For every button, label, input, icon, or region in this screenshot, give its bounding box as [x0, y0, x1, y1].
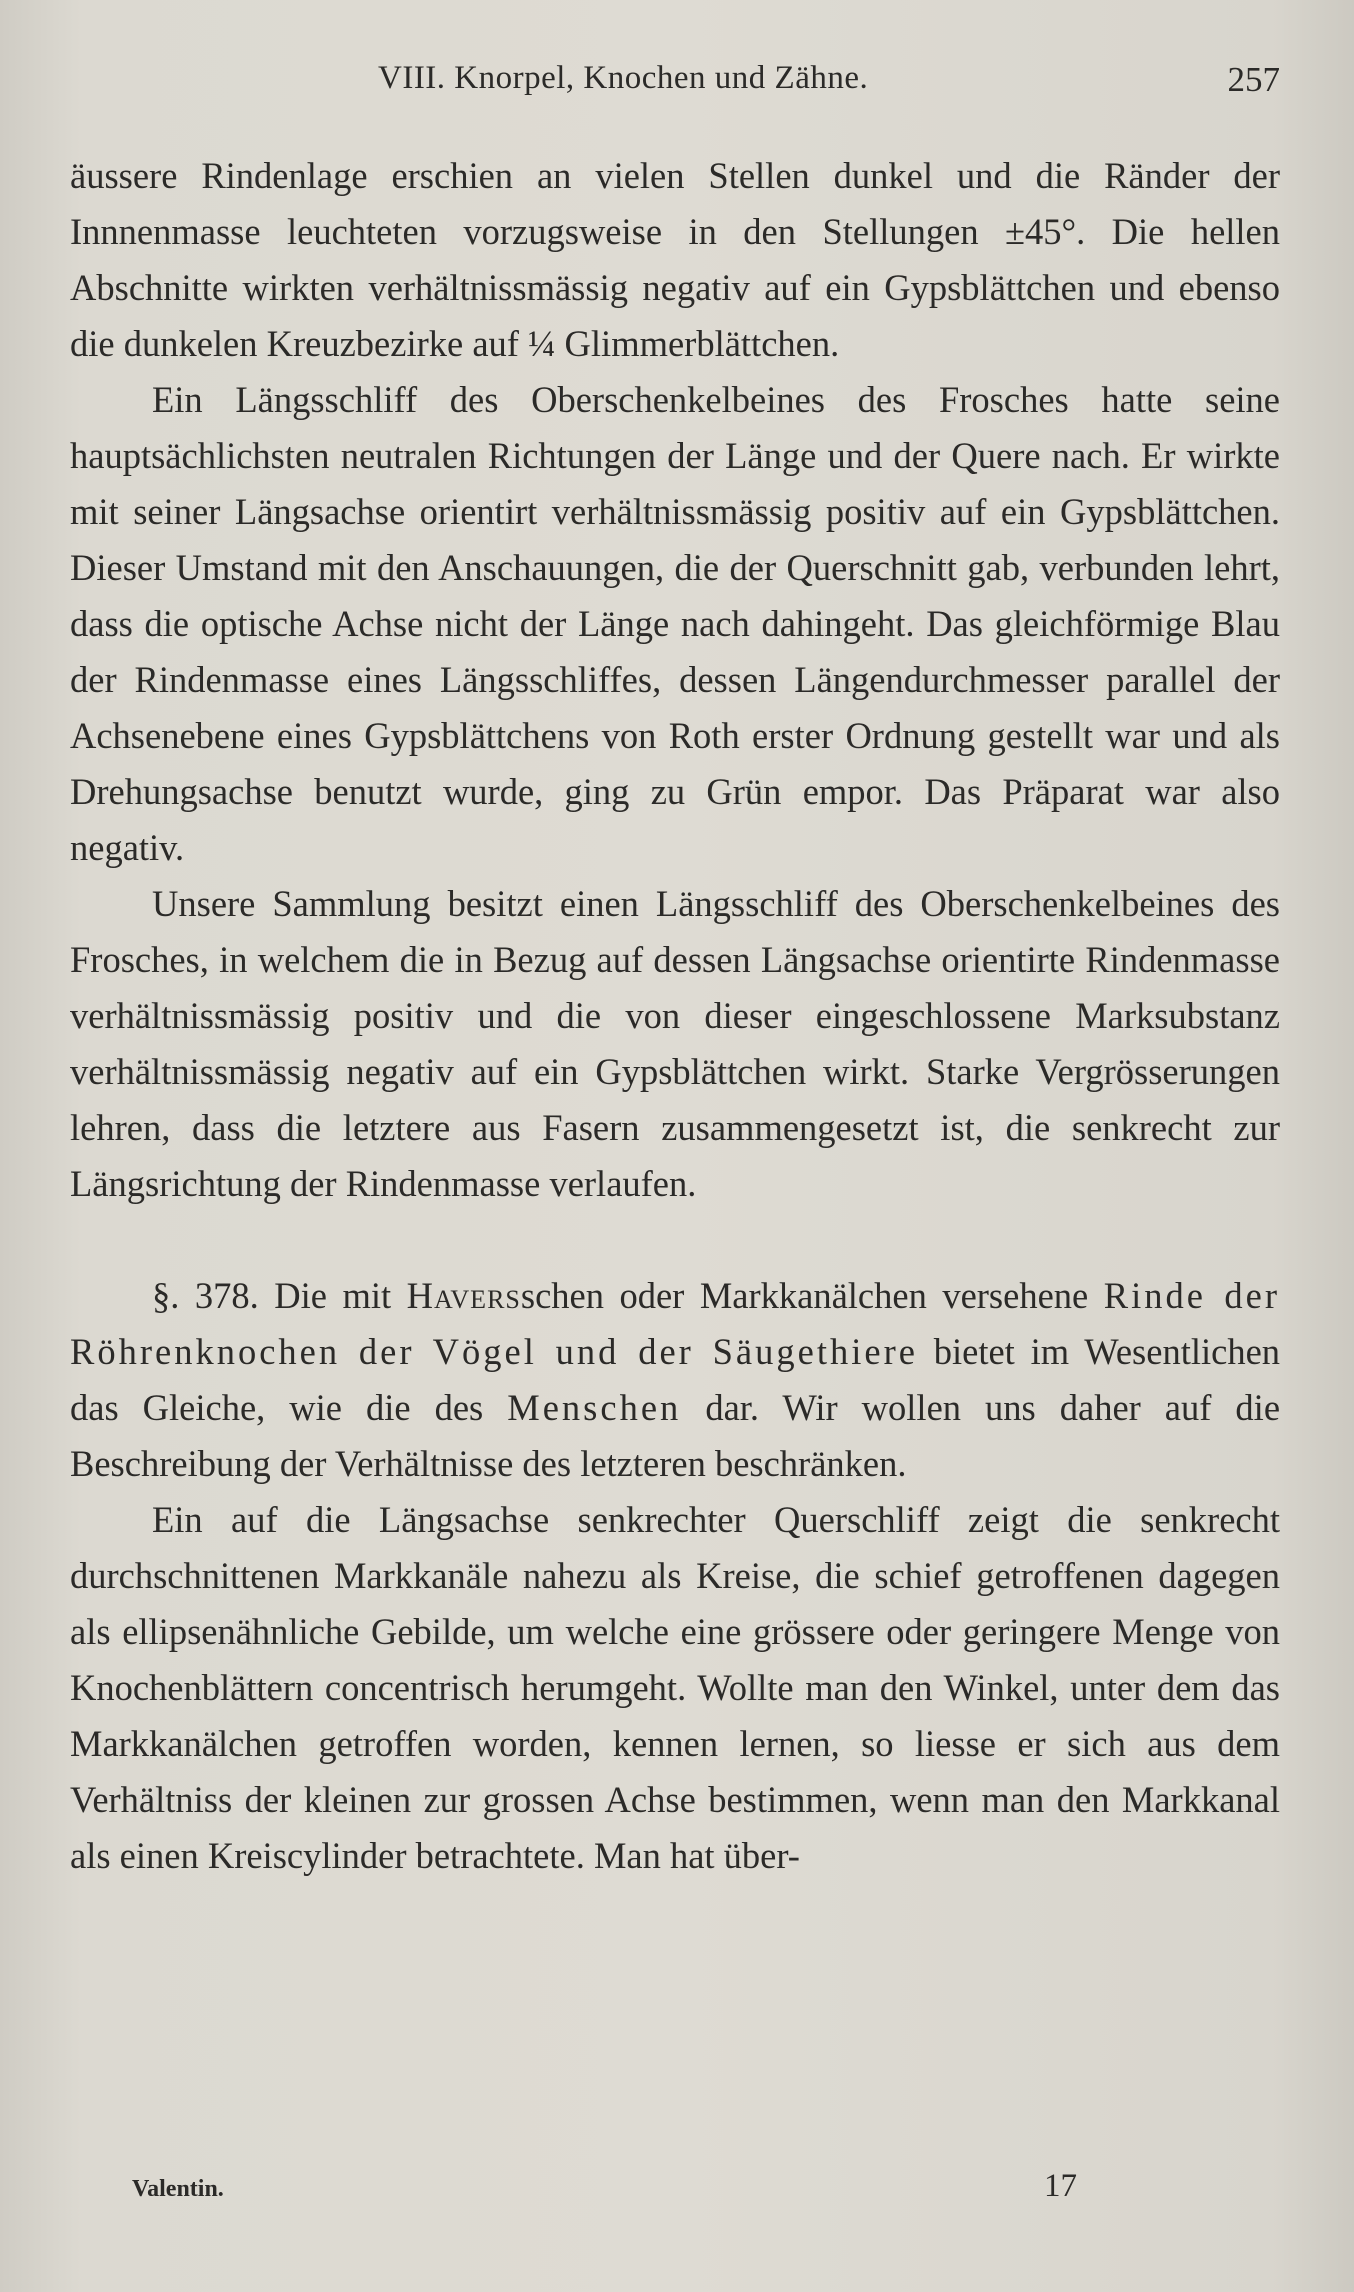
paragraph-continuation: äussere Rindenlage erschien an vielen Stellen dunkel und die Ränder der Innnenmasse leuchteten vorzugsweise in den Stellungen ±45°. Die hellen Abschnitte wirkten verhältnissmässig negativ auf ein Gypsblättchen und ebenso die dunkelen Kreuzbezirke auf ¼ Glimmerblättchen. [70, 155, 1280, 364]
section-end-text: dar. Wir wollen uns daher auf die Beschreibung der Verhältnisse des letzteren beschränken. [70, 1387, 1281, 1484]
paragraph-collection-specimen: Unsere Sammlung besitzt einen Längsschliff des Oberschenkelbeines des Frosches, in welchem die in Bezug auf dessen Längsachse orientirte Rindenmasse verhältnissmässig positiv und die von dieser eingeschlossene Marksubstanz verhältnissmässig negativ auf ein Gypsblättchen wirkt. Starke Vergrösserungen lehren, dass die letztere aus Fasern zusammengesetzt ist, die senkrecht zur Längsrichtung der Rindenmasse verlaufen. [70, 883, 1280, 1204]
running-title: VIII. Knorpel, Knochen und Zähne. [378, 60, 869, 96]
paragraph-longitudinal-section: Ein Längsschliff des Oberschenkelbeines des Frosches hatte seine hauptsächlichsten neutralen Richtungen der Länge und der Quere nach. Er wirkte mit seiner Längsachse orientirt verhältnissmässig positiv auf ein Gypsblättchen. Dieser Umstand mit den Anschauungen, die der Querschnitt gab, verbunden lehrt, dass die optische Achse nicht der Länge nach dahingeht. Das gleichförmige Blau der Rindenmasse eines Längsschliffes, dessen Längendurchmesser parallel der Achsenebene eines Gypsblättchens von Roth erster Ordnung gestellt war und als Drehungsachse benutzt wurde, ging zu Grün empor. Das Präparat war also negativ. [70, 379, 1280, 868]
footer-author: Valentin. [132, 2176, 224, 2202]
section-378-paragraph [70, 1268, 1280, 1492]
emphasized-bone-phrase: Rinde der Röhrenknochen der Vögel und der Säugethiere [70, 1275, 1281, 1372]
running-head [70, 60, 1280, 110]
emphasized-human-word: Menschen [507, 1387, 682, 1428]
section-middle-text: bietet im Wesentlichen das Gleiche, wie die des [70, 1331, 1281, 1428]
section-text-after-name: schen oder Markkanälchen versehene [520, 1275, 1089, 1316]
section-intro-text: Die mit [274, 1275, 392, 1316]
page-footer [132, 2168, 1232, 2218]
section-number: §. 378. [152, 1275, 259, 1316]
signature-mark: 17 [1044, 2168, 1077, 2204]
author-name-havers: Havers [406, 1275, 521, 1316]
page-number: 257 [1227, 60, 1280, 99]
paragraph-cross-section: Ein auf die Längsachse senkrechter Querschliff zeigt die senkrecht durchschnittenen Markkanäle nahezu als Kreise, die schief getroffenen dagegen als ellipsenähnliche Gebilde, um welche eine grössere oder geringere Menge von Knochenblättern concentrisch herumgeht. Wollte man den Winkel, unter dem das Markkanälchen getroffen worden, kennen lernen, so liesse er sich aus dem Verhältniss der kleinen zur grossen Achse bestimmen, wenn man den Markkanal als einen Kreiscylinder betrachtete. Man hat über- [70, 1499, 1280, 1876]
body-text [70, 148, 1280, 1884]
